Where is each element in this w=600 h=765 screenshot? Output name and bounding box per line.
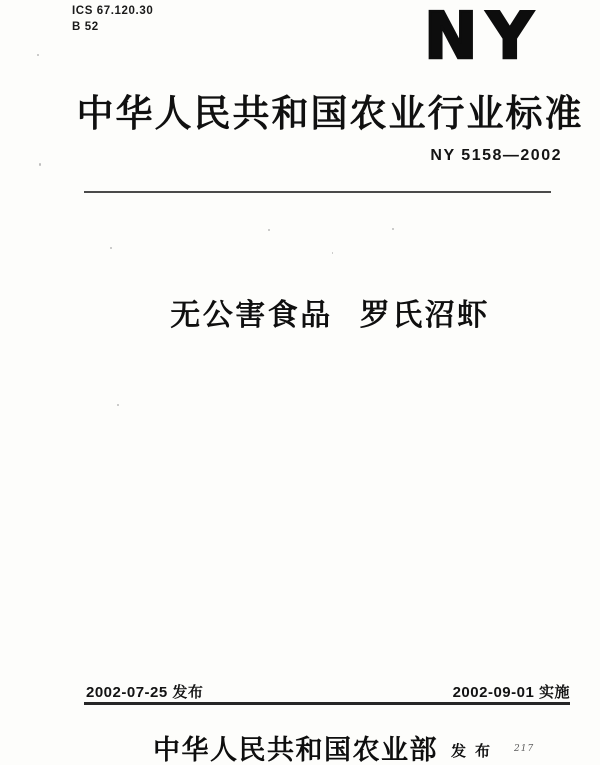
scan-speck <box>268 229 270 231</box>
issue-date: 2002-07-25 发布 <box>86 684 204 701</box>
publisher-row <box>0 728 600 765</box>
document-title-part2: 罗氏沼虾 <box>359 299 490 332</box>
scan-speck <box>332 252 333 254</box>
header-divider-rule <box>84 191 551 193</box>
scan-speck <box>117 404 119 406</box>
publisher-issued-label: 发布 <box>450 743 499 760</box>
implementation-date: 2002-09-01 实施 <box>452 684 570 701</box>
doc-classification-code: B 52 <box>72 21 99 33</box>
scan-speck <box>37 54 39 56</box>
publisher-name: 中华人民共和国农业部 <box>152 735 438 765</box>
standard-number: NY 5158—2002 <box>430 147 562 164</box>
scan-speck <box>39 163 41 166</box>
footer-divider-rule <box>84 702 570 705</box>
date-row <box>86 681 570 702</box>
standard-category-title: 中华人民共和国农业行业标准 <box>76 93 584 134</box>
scan-speck <box>392 228 394 230</box>
ics-classification-block <box>72 3 153 35</box>
standard-body-logo: NY <box>424 0 542 74</box>
document-title <box>30 296 600 336</box>
document-title-part1: 无公害食品 <box>170 299 333 332</box>
page-number: 217 <box>514 744 535 754</box>
scan-speck <box>110 247 112 249</box>
ics-code: ICS 67.120.30 <box>72 5 154 17</box>
